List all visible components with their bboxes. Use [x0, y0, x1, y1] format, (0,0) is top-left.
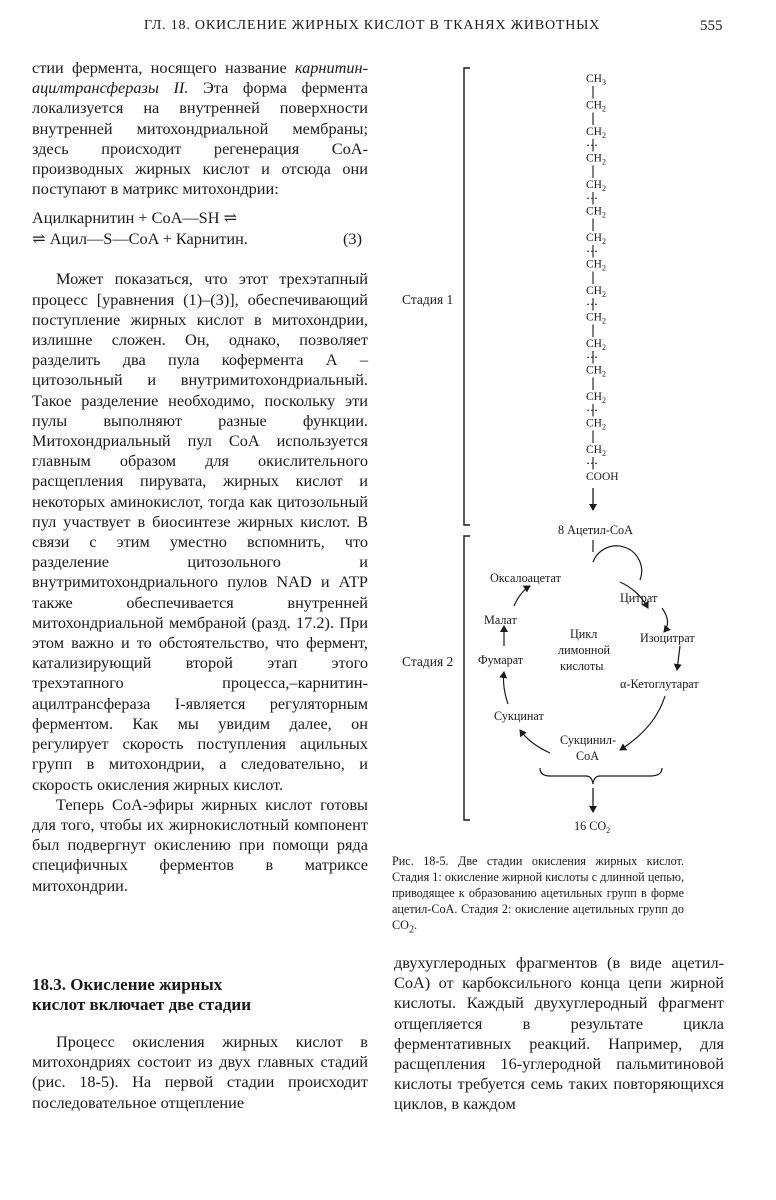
cycle-arc-7 — [504, 672, 509, 704]
equation-line-1: Ацилкарнитин + CoA—SH ⇌ — [32, 208, 238, 228]
chain-ch2: $CH_2$ — [586, 391, 606, 405]
cycle-center-2: лимонной — [558, 643, 611, 657]
chain-ch2: $CH_2$ — [586, 417, 606, 432]
chain-ch2: $CH_2$ — [586, 364, 606, 379]
cycle-succinyl-coa-1: Сукцинил- — [560, 733, 617, 747]
acetyl-coa-label: 8 Ацетил-СоА — [558, 523, 633, 537]
citric-acid-cycle — [478, 546, 699, 763]
cycle-ketoglutarate: α-Кетоглутарат — [620, 677, 699, 691]
cycle-oxaloacetate: Оксалоацетат — [490, 571, 561, 585]
right-column-text: двухуглеродных фрагментов (в виде ацетил-СоА) от карбоксильного конца цепи жирной кислоты. Каждый двухуглеродный фрагмент отщепляется в результате цикла ферментативных реакций. Например, для расщепления 16-углеродной пальмитиновой кислоты требуется семь таких повторяющихся циклов, в каждом — [394, 953, 724, 1114]
fatty-acid-chain — [586, 73, 606, 470]
stage1-bracket — [464, 68, 470, 525]
section-body: Процесс окисления жирных кислот в митохондриях состоит из двух главных стадий (рис. 18-5). На первой стадии происходит последовательное отщепление — [32, 1032, 368, 1112]
stage2-label: Стадия 2 — [402, 654, 454, 669]
chain-ch2: $CH_2$ — [586, 285, 606, 299]
chain-ch2: $CH_2$ — [586, 205, 606, 220]
cycle-malate: Малат — [484, 613, 517, 627]
chain-ch2: $CH_2$ — [586, 258, 606, 273]
figure-caption: Рис. 18-5. Две стадии окисления жирных кислот. Стадия 1: окисление жирной кислоты с длинной цепью, приводящее к образованию ацетильных групп в форме ацетил-СоА. Стадия 2: окисление ацетильных групп до $CO_2$. — [392, 854, 684, 936]
left-column — [32, 58, 368, 896]
cycle-fumarate: Фумарат — [478, 653, 524, 667]
page-number: 555 — [700, 18, 723, 34]
cycle-center-1: Цикл — [570, 627, 598, 641]
stage1-label: Стадия 1 — [402, 292, 454, 307]
cycle-arc-5 — [620, 696, 665, 750]
cycle-succinyl-coa-2: СоА — [576, 749, 600, 763]
chain-ch2: $CH_2$ — [586, 311, 606, 326]
cycle-arc-4 — [677, 646, 680, 670]
chain-ch3: $CH_3$ — [586, 73, 606, 87]
chain-ch2: $CH_2$ — [586, 99, 606, 114]
chain-ch2: $CH_2$ — [586, 126, 606, 140]
paragraph-3: Теперь СоА-эфиры жирных кислот готовы для того, чтобы их жирнокислотный компонент был подвергнут окислению при помощи ряда специфичных ферментов в матриксе митохондрии. — [32, 794, 368, 895]
cycle-arc-3 — [662, 608, 668, 632]
cycle-citrate: Цитрат — [620, 591, 658, 605]
cycle-arc-9 — [514, 586, 530, 606]
equation-number: (3) — [343, 229, 362, 249]
chain-ch2: $CH_2$ — [586, 152, 606, 167]
equation-line-2: ⇌ Ацил—S—CoA + Карнитин. (3) — [32, 228, 368, 249]
chain-ch2: $CH_2$ — [586, 232, 606, 246]
enzyme-name: карнитин-ацилтрансферазы II. — [32, 58, 368, 98]
cycle-arc-1 — [593, 546, 642, 580]
cycle-center-3: кислоты — [560, 659, 604, 673]
cycle-succinate: Сукцинат — [494, 709, 544, 723]
equation-3 — [32, 207, 368, 249]
chain-ch2: $CH_2$ — [586, 179, 606, 193]
figure-18-5 — [380, 60, 710, 835]
stage2-bracket — [464, 536, 470, 820]
cycle-arc-6 — [520, 730, 550, 753]
co2-brace — [540, 768, 662, 784]
chain-cooh: COOH — [586, 471, 619, 483]
section-heading: 18.3. Окисление жирных кислот включает две стадии — [32, 975, 252, 1014]
cycle-isocitrate: Изоцитрат — [640, 631, 695, 645]
chain-ch2: $CH_2$ — [586, 338, 606, 352]
chain-ch2: $CH_2$ — [586, 444, 606, 458]
co2-label: 16 $CO_2$ — [574, 819, 611, 835]
header-title: ГЛ. 18. ОКИСЛЕНИЕ ЖИРНЫХ КИСЛОТ В ТКАНЯХ ЖИВОТНЫХ — [144, 18, 601, 33]
paragraph-1: стии фермента, носящего название карнитин-ацилтрансферазы II. Эта форма фермента локализуется на внутренней поверхности внутренней митохондриальной мембраны; здесь происходит регенерация СоА-производных жирных кислот и отсюда они поступают в матрикс митохондрии: — [32, 58, 368, 199]
paragraph-2: Может показаться, что этот трехэтапный процесс [уравнения (1)–(3)], обеспечивающий поступление жирных кислот в митохондрии, излишне сложен. Он, однако, позволяет разделить два пула кофермента А – цитозольный и внутримитохондриальный. Такое разделение необходимо, поскольку эти пулы выполняют разные функции. Митохондриальный пул СоА используется главным образом для окислительного расщепления пирувата, жирных кислот и некоторых аминокислот, тогда как цитозольный пул участвует в биосинтезе жирных кислот. В связи с этим уместно вспомнить, что разделение цитозольного и внутримитохондриального пулов NAD и АТР также обеспечивается внутренней митохондриальной мембраной (разд. 17.2). При этом важно и то обстоятельство, что фермент, катализирующий второй этап этого трехэтапного процесса,–карнитин-ацилтрансфераза I-является регуляторным ферментом. Как мы увидим далее, он регулирует скорость поступления ацильных групп в митохондрии, а следовательно, и скорость окисления жирных кислот. — [32, 269, 368, 794]
